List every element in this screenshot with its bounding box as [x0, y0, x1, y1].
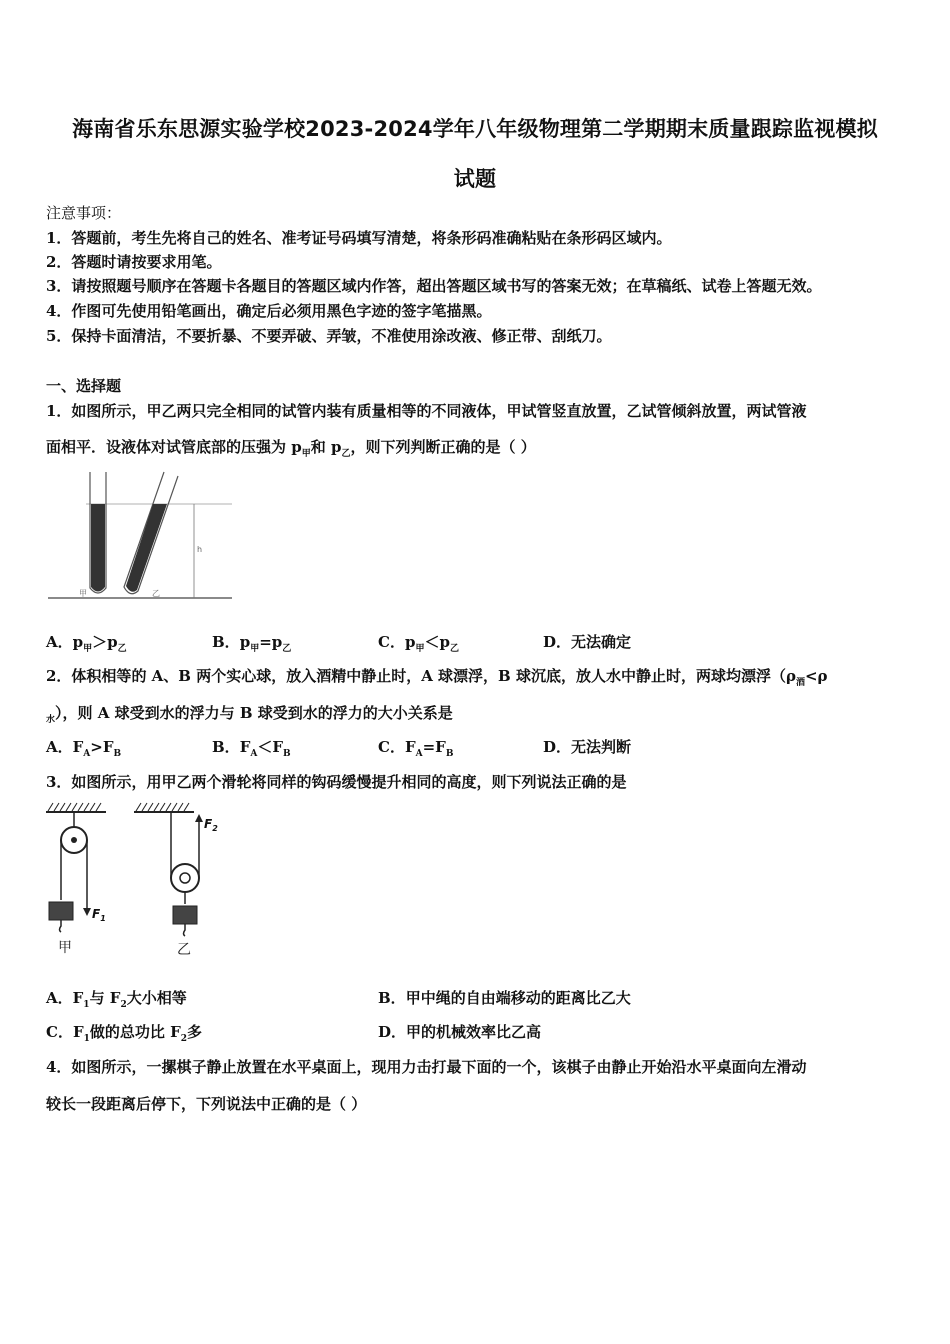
note-item-2: 2．答题时请按要求用笔。 — [46, 253, 222, 271]
q4-line1: 4．如图所示，一摞棋子静止放置在水平桌面上，现用力击打最下面的一个，该棋子由静止开始沿水平桌面向左滑动 — [46, 1058, 807, 1076]
q1-option-d[interactable]: D．无法确定 — [543, 633, 632, 651]
q4-line2: 较长一段距离后停下，下列说法中正确的是（ ） — [46, 1095, 367, 1113]
q1-line2: 面相平．设液体对试管底部的压强为 $p_甲$和 $p_乙$，则下列判断正确的是（ ） — [46, 438, 536, 459]
q3-pulley-figure — [44, 800, 234, 962]
q1-option-b[interactable]: B．$p_甲=p_乙$ — [212, 633, 292, 654]
q3-fig-label-f1: $F_1$ — [92, 907, 106, 923]
q2-option-b[interactable]: B．$F_A<F_B$ — [212, 738, 291, 759]
section-heading: 一、选择题 — [46, 377, 122, 395]
note-item-1: 1．答题前，考生先将自己的姓名、准考证号码填写清楚，将条形码准确粘贴在条形码区域内。 — [46, 229, 672, 247]
q3-option-d[interactable]: D．甲的机械效率比乙高 — [378, 1023, 542, 1041]
note-item-4: 4．作图可先使用铅笔画出，确定后必须用黑色字迹的签字笔描黑。 — [46, 302, 492, 320]
q1-option-c[interactable]: C．$p_甲<p_乙$ — [378, 633, 459, 654]
q1-fig-label-yi: 乙 — [152, 589, 160, 598]
q3-fig-label-yi: 乙 — [177, 942, 191, 958]
q3-line1: 3．如图所示，用甲乙两个滑轮将同样的钩码缓慢提升相同的高度，则下列说法正确的是 — [46, 773, 627, 791]
note-item-5: 5．保持卡面清洁，不要折暴、不要弄破、弄皱，不准使用涂改液、修正带、刮纸刀。 — [46, 327, 612, 345]
q3-option-a[interactable]: A．$F_1$与 $F_2$大小相等 — [46, 989, 187, 1010]
q1-line1: 1．如图所示，甲乙两只完全相同的试管内装有质量相等的不同液体，甲试管竖直放置，乙试管倾斜放置，两试管液 — [46, 402, 807, 420]
q1-test-tube-figure — [46, 470, 236, 602]
q3-option-c[interactable]: C．$F_1$做的总功比 $F_2$多 — [46, 1023, 203, 1044]
note-item-3: 3．请按照题号顺序在答题卡各题目的答题区域内作答，超出答题区域书写的答案无效；在草稿纸、试卷上答题无效。 — [46, 277, 822, 295]
q1-option-a[interactable]: A．$p_甲>p_乙$ — [46, 633, 127, 654]
q2-line1: 2．体积相等的 A、B 两个实心球，放入酒精中静止时，A 球漂浮，B 球沉底，放人水中静止时，两球均漂浮（$\rho_酒<\rho$ — [46, 667, 828, 688]
q1-fig-label-h: h — [197, 545, 203, 554]
q2-option-d[interactable]: D．无法判断 — [543, 738, 632, 756]
q3-option-b[interactable]: B．甲中绳的自由端移动的距离比乙大 — [378, 989, 631, 1007]
q3-fig-label-jia: 甲 — [58, 940, 72, 956]
q3-fig-label-f2: $F_2$ — [204, 817, 218, 833]
exam-title-line1: 海南省乐东思源实验学校2023-2024学年八年级物理第二学期期末质量跟踪监视模拟 — [72, 117, 878, 141]
notes-heading: 注意事项： — [46, 204, 122, 222]
exam-title-line2: 试题 — [453, 167, 497, 191]
q2-option-a[interactable]: A．$F_A>F_B$ — [46, 738, 122, 759]
q2-option-c[interactable]: C．$F_A=F_B$ — [378, 738, 454, 759]
q1-fig-label-jia: 甲 — [79, 589, 87, 598]
q2-line2: $_水$），则 A 球受到水的浮力与 B 球受到水的浮力的大小关系是 — [46, 704, 453, 725]
